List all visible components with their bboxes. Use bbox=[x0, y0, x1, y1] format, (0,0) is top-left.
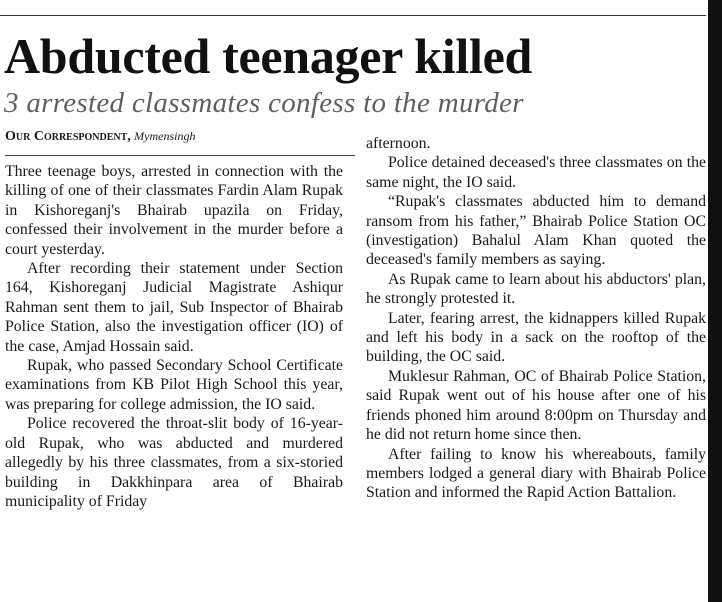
article-column-left bbox=[5, 162, 343, 511]
paragraph: Police recovered the throat-slit body of 16-year-old Rupak, who was abducted and murdered allegedly by his three classmates, from a six-storied building in Dakkhinpara area of Bhairab municipality of Friday bbox=[5, 415, 343, 510]
paragraph: Rupak, who passed Secondary School Certificate examinations from KB Pilot High School this year, was preparing for college admission, the IO said. bbox=[5, 357, 343, 413]
page-edge-bar bbox=[708, 0, 722, 602]
byline-rule bbox=[5, 155, 355, 156]
paragraph: afternoon. bbox=[366, 135, 431, 152]
subheadline: 3 arrested classmates confess to the murder bbox=[4, 87, 524, 119]
paragraph: As Rupak came to learn about his abductors' plan, he strongly protested it. bbox=[366, 270, 706, 308]
paragraph: Police detained deceased's three classmates on the same night, the IO said. bbox=[366, 154, 706, 191]
byline bbox=[5, 127, 196, 146]
paragraph: Later, fearing arrest, the kidnappers killed Rupak and left his body in a sack on the rooftop of the building, the OC said. bbox=[366, 309, 706, 366]
headline: Abducted teenager killed bbox=[4, 28, 532, 84]
paragraph: After failing to know his whereabouts, family members lodged a general diary with Bhairab Police Station and informed the Rapid Action Battalion. bbox=[366, 445, 706, 502]
paragraph: After recording their statement under Section 164, Kishoreganj Judicial Magistrate Ashiqur Rahman sent them to jail, Sub Inspector of Bhairab Police Station, also the investigation officer (IO) of the case, Amjad Hossain said. bbox=[5, 260, 343, 355]
byline-author: Our Correspondent, bbox=[5, 129, 131, 144]
article-column-right bbox=[366, 134, 706, 503]
paragraph: “Rupak's classmates abducted him to demand ransom from his father,” Bhairab Police Station OC (investigation) Bahalul Alam Khan quoted the deceased's family members as saying. bbox=[366, 193, 706, 269]
top-rule bbox=[0, 15, 706, 16]
byline-location: Mymensingh bbox=[134, 129, 196, 143]
paragraph: Muklesur Rahman, OC of Bhairab Police Station, said Rupak went out of his house after one of his friends phoned him around 8:00pm on Thursday and he did not return home since then. bbox=[366, 367, 706, 444]
paragraph: Three teenage boys, arrested in connection with the killing of one of their classmates Fardin Alam Rupak in Kishoreganj's Bhairab upazila on Friday, confessed their involvement in the murder before a court yesterday. bbox=[5, 163, 343, 258]
